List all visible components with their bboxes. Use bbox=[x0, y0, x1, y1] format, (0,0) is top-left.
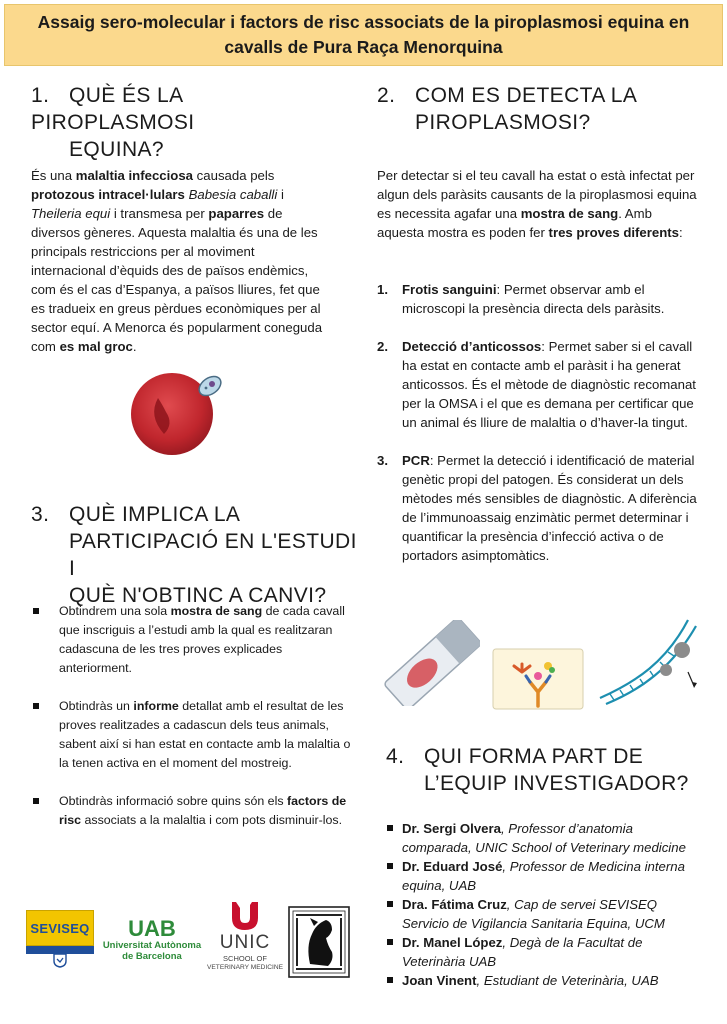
section-2-intro bbox=[377, 166, 699, 242]
uab-logo-subtitle-2: de Barcelona bbox=[122, 951, 182, 962]
bold-run: factors de risc bbox=[59, 794, 347, 827]
poster-title-line-2: cavalls de Pura Raça Menorquina bbox=[224, 37, 503, 57]
unic-logo-subtitle-1: SCHOOL OF bbox=[223, 954, 267, 963]
section-1-title-line-1: QUÈ ÉS LA PIROPLASMOSI bbox=[31, 84, 195, 134]
bold-run: tres proves diferents bbox=[548, 225, 680, 240]
text-run: Per detectar si el teu cavall ha estat o està infectat per algun dels paràsits causants de la piroplasmosi equina es necessita agafar una bbox=[377, 168, 697, 221]
diagnostic-tests-list bbox=[377, 280, 699, 584]
seviseq-logo-text: SEVISEQ bbox=[30, 920, 90, 936]
text-run: . Amb aquesta mostra es poden fer bbox=[377, 206, 652, 240]
section-1-title-line-2: EQUINA? bbox=[69, 138, 164, 161]
poster-title-line-1: Assaig sero-molecular i factors de risc associats de la piroplasmosi equina en bbox=[37, 12, 690, 32]
member-role: , Estudiant de Veterinària, UAB bbox=[476, 973, 659, 988]
antibody-detection-illustration bbox=[492, 648, 584, 710]
poster-header bbox=[4, 4, 723, 66]
item-number: 3. bbox=[377, 453, 388, 468]
text-run: : bbox=[679, 225, 683, 240]
section-2-title-line-1: COM ES DETECTA LA bbox=[415, 84, 638, 107]
section-2-title-line-2: PIROPLASMOSI? bbox=[415, 111, 591, 134]
bold-run: protozous intracel·lulars bbox=[31, 187, 185, 202]
text-run: causada pels bbox=[193, 168, 275, 183]
member-role: , Degà de la Facultat de Veterinària UAB bbox=[402, 935, 643, 969]
member-role: , Professor de Medicina interna equina, UAB bbox=[402, 859, 685, 893]
seviseq-logo bbox=[26, 910, 94, 968]
text-run: . bbox=[132, 339, 137, 354]
text-run: detallat amb el resultat de les proves realitzades a cadascun dels teus animals, sabent així si han estat en contacte amb la malaltia o la tenen activa en el moment del mostreig. bbox=[59, 699, 351, 770]
bold-run: informe bbox=[133, 699, 179, 713]
uab-logo-text: UAB bbox=[128, 916, 176, 941]
text-run: Obtindrem una sola bbox=[59, 604, 171, 618]
text-run: i bbox=[277, 187, 284, 202]
section-3-number: 3. bbox=[31, 503, 50, 526]
pcr-dna-illustration bbox=[596, 612, 706, 708]
text-run: És una bbox=[31, 168, 76, 183]
list-item bbox=[30, 792, 352, 830]
unic-logo bbox=[207, 900, 283, 982]
team-member bbox=[386, 857, 686, 895]
unic-logo-text: UNIC bbox=[219, 932, 271, 953]
section-4-title-line-2: L’EQUIP INVESTIGADOR? bbox=[424, 772, 689, 795]
item-number: 1. bbox=[377, 282, 388, 297]
bold-run: malaltia infecciosa bbox=[75, 168, 194, 183]
test-name: Detecció d’anticossos bbox=[402, 339, 542, 354]
list-item bbox=[377, 280, 699, 318]
section-3-heading bbox=[31, 501, 361, 609]
bold-run: mostra de sang bbox=[170, 604, 263, 618]
italic-run: Babesia caballi bbox=[188, 187, 278, 202]
team-member bbox=[386, 819, 686, 857]
section-3-title-line-3: QUÈ N'OBTINC A CANVI? bbox=[69, 584, 327, 607]
section-1-number: 1. bbox=[31, 84, 50, 107]
text-run: Obtindràs informació sobre quins són els bbox=[59, 794, 287, 808]
item-number: 2. bbox=[377, 339, 388, 354]
text-run: de cada cavall que inscriguis a l’estudi amb la qual es realitzaran cadascuna de les tres proves explicades anteriorment. bbox=[59, 604, 345, 675]
section-1-heading bbox=[31, 82, 351, 163]
member-name: Dr. Eduard José bbox=[402, 859, 503, 874]
team-member bbox=[386, 933, 686, 971]
bold-run: paparres bbox=[208, 206, 265, 221]
participation-benefits-list bbox=[30, 602, 352, 849]
bold-run: mostra de sang bbox=[520, 206, 619, 221]
section-4-heading bbox=[386, 743, 706, 797]
list-item bbox=[377, 337, 699, 432]
breeders-association-seal-logo bbox=[288, 906, 350, 978]
text-run: i transmesa per bbox=[110, 206, 209, 221]
section-3-title-line-1: QUÈ IMPLICA LA bbox=[69, 503, 241, 526]
member-name: Dra. Fátima Cruz bbox=[402, 897, 507, 912]
section-4-number: 4. bbox=[386, 745, 405, 768]
test-name: Frotis sanguini bbox=[402, 282, 497, 297]
section-2-number: 2. bbox=[377, 84, 396, 107]
member-role: , Cap de servei SEVISEQ Servicio de Vigilancia Sanitaria Equina, UCM bbox=[402, 897, 665, 931]
section-2-heading bbox=[377, 82, 677, 136]
unic-logo-subtitle-2: VETERINARY MEDICINE bbox=[207, 964, 283, 971]
test-description: : Permet saber si el cavall ha estat en contacte amb el paràsit i ha generat anticossos. És el mètode de diagnòstic recomanat per la OMSA i el que es demana per certificar que un animal és lliure de malaltia o d’haver-la tingut. bbox=[402, 339, 696, 430]
italic-run: Theileria equi bbox=[31, 206, 111, 221]
member-name: Dr. Manel López bbox=[402, 935, 503, 950]
unic-emblem-icon bbox=[228, 900, 262, 932]
bold-run: es mal groc bbox=[59, 339, 133, 354]
test-description: : Permet la detecció i identificació de material genètic propi del patogen. És considerat un dels mètodes més sensibles de diagnòstic. A diferència de l’immunoassaig enzimàtic permet determinar i quantificar la presència d’infecció activa o de portadors asimptomàtics. bbox=[402, 453, 697, 563]
team-member bbox=[386, 895, 686, 933]
section-1-text bbox=[31, 166, 331, 356]
test-description: : Permet observar amb el microscopi la presència directa dels paràsits. bbox=[402, 282, 665, 316]
list-item bbox=[30, 602, 352, 678]
list-item bbox=[377, 451, 699, 565]
test-name: PCR bbox=[402, 453, 430, 468]
seviseq-emblem-icon bbox=[52, 952, 68, 968]
text-run: associats a la malaltia i com pots disminuir-los. bbox=[81, 813, 343, 827]
text-run: de diversos gèneres. Aquesta malaltia és una de les principals restriccions per al moviment internacional d’èquids des de països endèmics, com és el cas d’Espanya, a països lliures, fet que es tradueix en greus pèrdues econòmiques per al sector equí. A Menorca és popularment coneguda com bbox=[31, 206, 323, 354]
list-item bbox=[30, 697, 352, 773]
member-role: , Professor d’anatomia comparada, UNIC School of Veterinary medicine bbox=[402, 821, 686, 855]
blood-smear-slide-illustration bbox=[384, 620, 480, 706]
section-4-title-line-1: QUI FORMA PART DE bbox=[424, 745, 644, 768]
research-team-list bbox=[386, 819, 686, 990]
section-3-title-line-2: PARTICIPACIÓ EN L'ESTUDI I bbox=[69, 530, 357, 580]
uab-logo bbox=[100, 918, 204, 964]
team-member bbox=[386, 971, 686, 990]
text-run: Obtindràs un bbox=[59, 699, 134, 713]
member-name: Dr. Sergi Olvera bbox=[402, 821, 501, 836]
uab-logo-subtitle-1: Universitat Autònoma bbox=[102, 940, 202, 951]
member-name: Joan Vinent bbox=[402, 973, 477, 988]
red-blood-cell-illustration bbox=[126, 368, 228, 458]
